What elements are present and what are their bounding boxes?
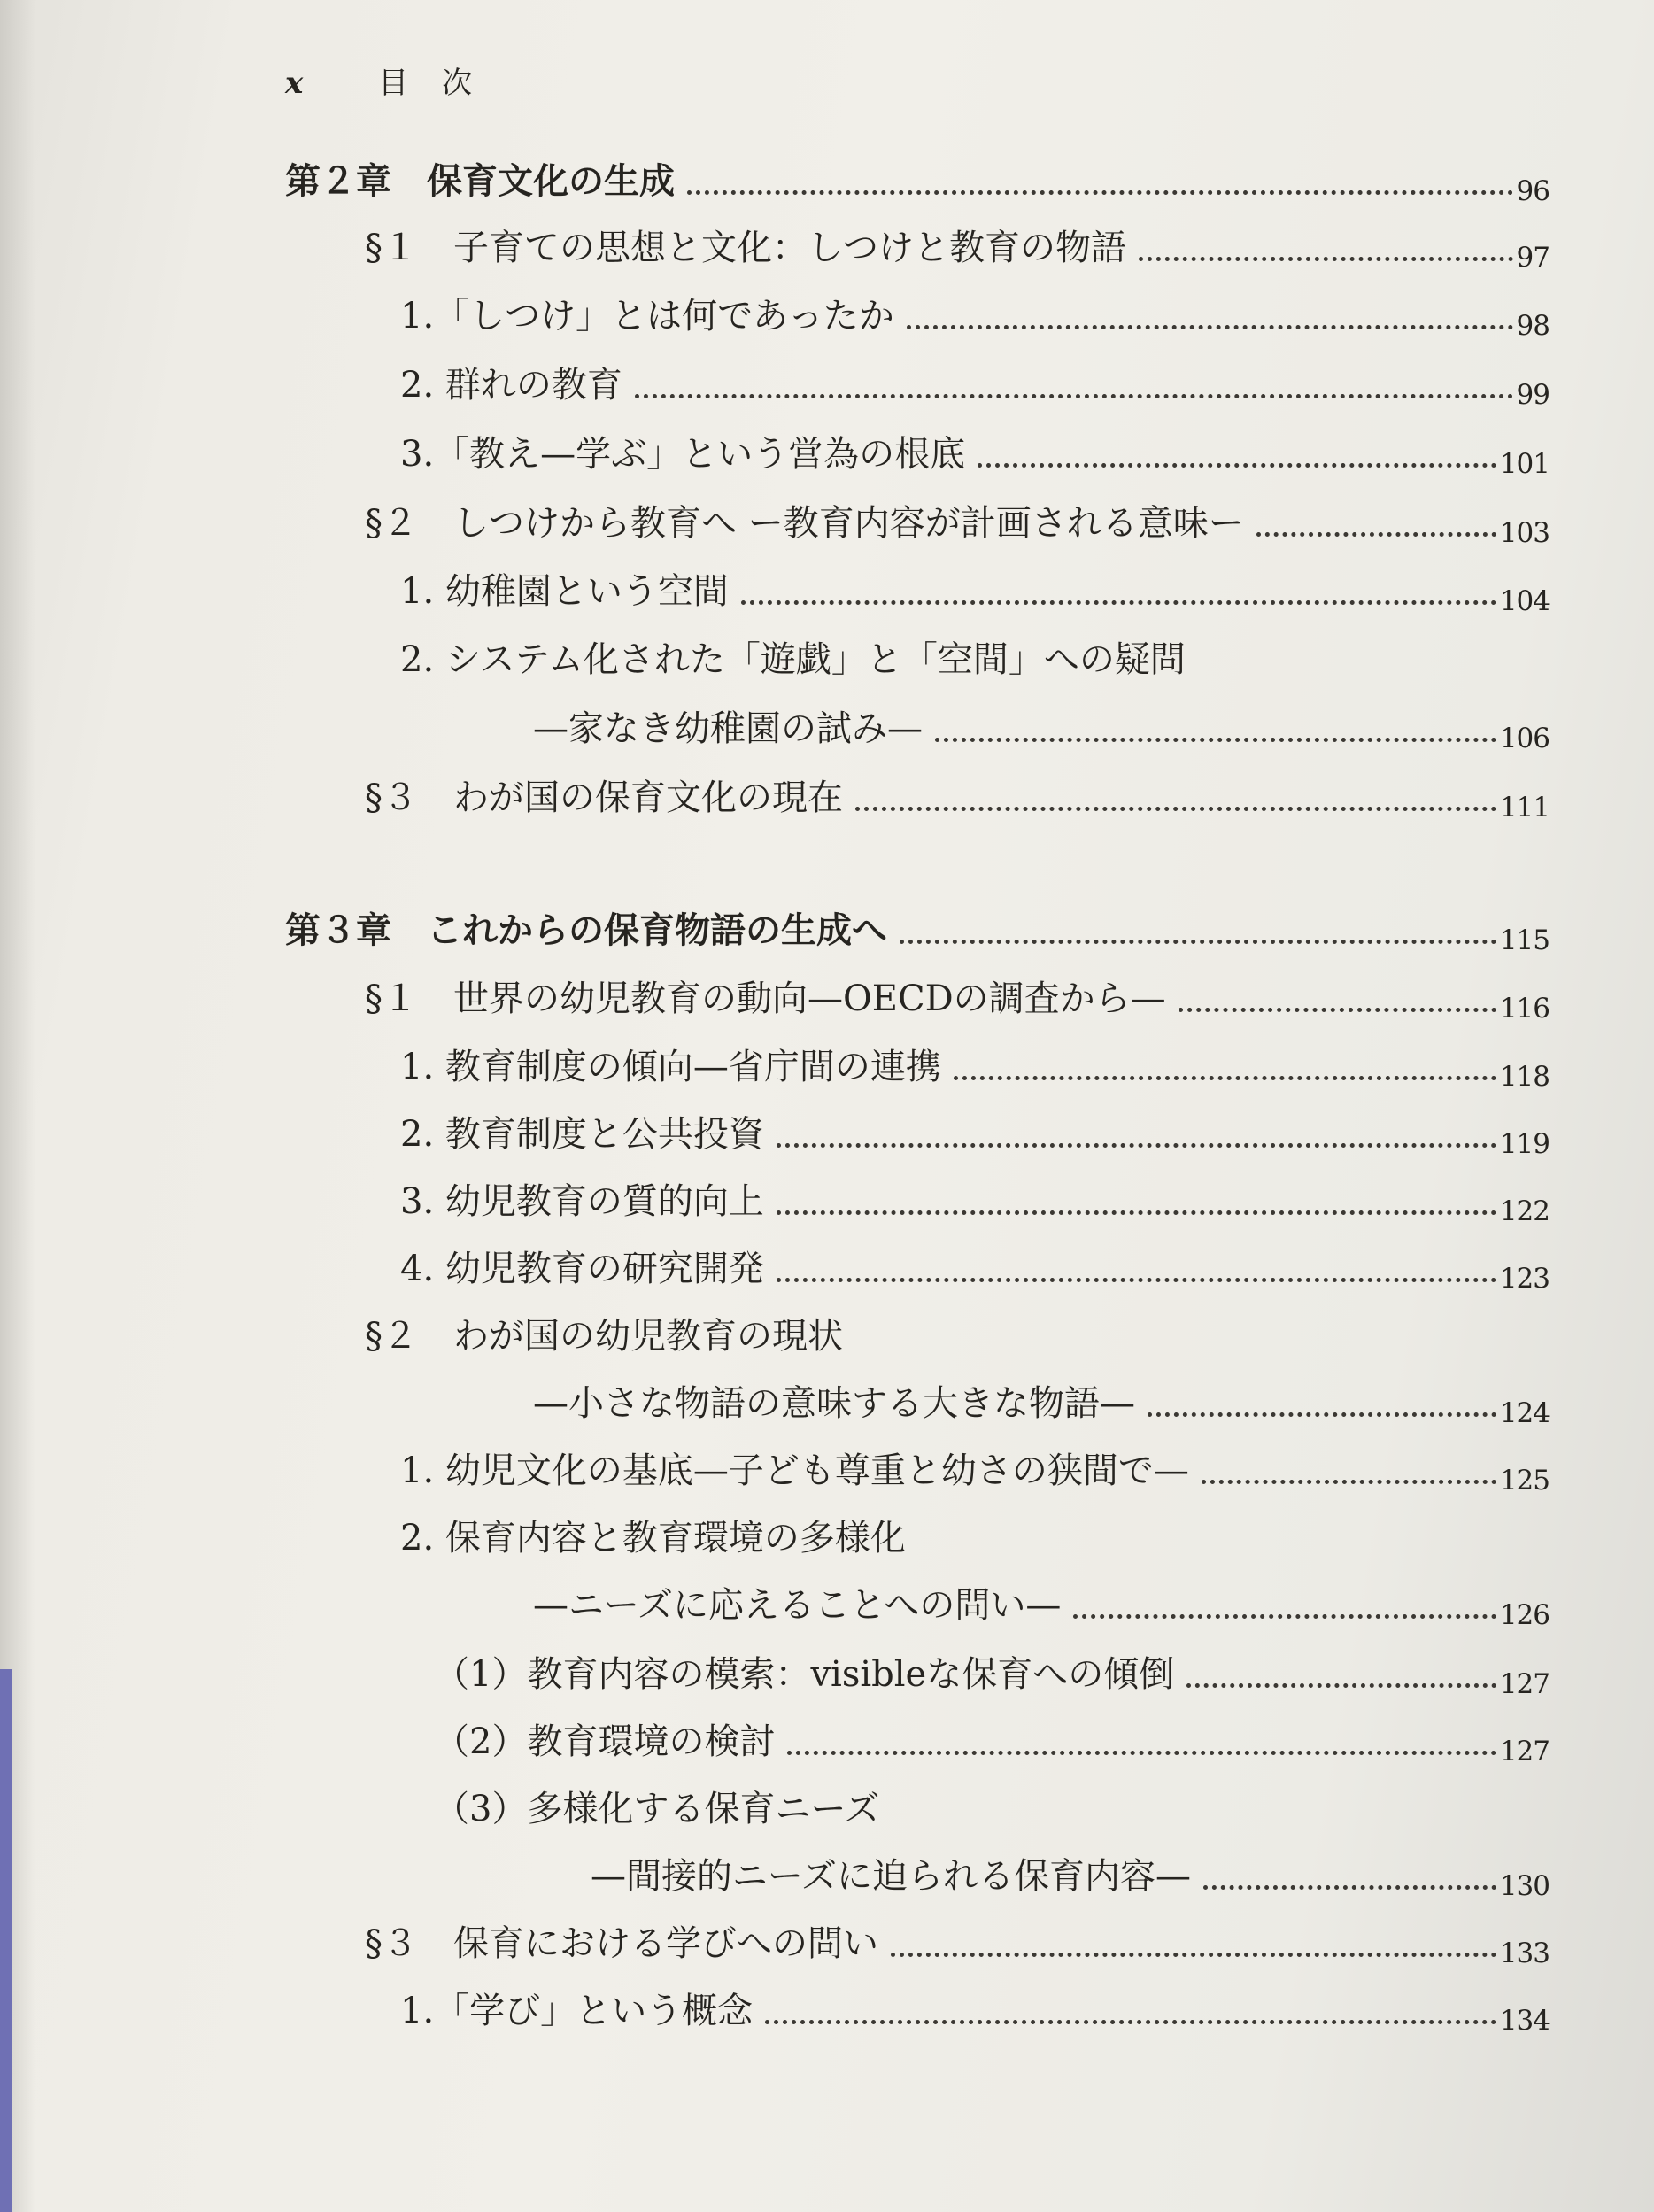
toc-leader (1148, 1412, 1496, 1417)
toc-label: 第２章 保育文化の生成 (285, 160, 675, 202)
toc-leader (907, 325, 1513, 329)
toc-label: 3.「教え—学ぶ」という営為の根底 (400, 434, 966, 475)
toc-page: 96 (1516, 175, 1550, 207)
toc-page: 122 (1499, 1195, 1550, 1227)
toc-subitem-entry (434, 1778, 1550, 1831)
toc-label: 1. 教育制度の傾向—省庁間の連携 (400, 1047, 941, 1087)
toc-label: 2. 群れの教育 (400, 365, 622, 406)
toc-subtitle-entry (591, 1845, 1550, 1902)
toc-leader (1203, 1885, 1496, 1890)
toc-label: §２ わが国の幼児教育の現状 (365, 1316, 843, 1357)
toc-label: 3. 幼児教育の質的向上 (400, 1181, 764, 1222)
toc-label: （3）多様化する保育ニーズ (434, 1789, 880, 1829)
toc-subtitle-entry (533, 1373, 1550, 1429)
toc-label: 2. 保育内容と教育環境の多様化 (400, 1518, 906, 1558)
toc-item-entry (400, 1440, 1550, 1497)
toc-leader (900, 940, 1496, 944)
toc-chapter-entry (285, 900, 1550, 956)
toc-leader (978, 463, 1496, 468)
toc-label: §２ しつけから教育へ ー教育内容が計画される意味ー (365, 503, 1244, 544)
toc-item-entry (400, 629, 1550, 682)
toc-section-entry (365, 1913, 1550, 1969)
toc-page: 134 (1499, 2005, 1550, 2037)
toc-page: 119 (1499, 1128, 1550, 1160)
toc-leader (891, 1953, 1496, 1957)
toc-item-entry (400, 1171, 1550, 1227)
toc-leader (1256, 532, 1496, 537)
toc-page: 103 (1499, 517, 1550, 549)
toc-leader (1186, 1683, 1496, 1688)
toc-page: 127 (1499, 1736, 1550, 1767)
toc-label: —間接的ニーズに迫られる保育内容— (591, 1856, 1191, 1897)
toc-label: §１ 子育ての思想と文化：しつけと教育の物語 (365, 228, 1126, 268)
toc-subitem-entry (434, 1711, 1550, 1767)
toc-label: 1. 幼児文化の基底—子ども尊重と幼さの狭間で— (400, 1450, 1189, 1491)
toc-label: §１ 世界の幼児教育の動向—OECDの調査から— (365, 978, 1166, 1019)
toc-label: 1.「学び」という概念 (400, 1991, 754, 2031)
toc-label: 2. 教育制度と公共投資 (400, 1114, 764, 1155)
toc-section-entry (365, 217, 1550, 274)
toc-page: 116 (1499, 993, 1550, 1025)
toc-item-entry (400, 561, 1550, 617)
toc-leader (741, 600, 1496, 605)
toc-leader (687, 190, 1513, 195)
page-number: x (285, 66, 305, 101)
toc-leader (765, 2020, 1496, 2024)
toc-label: 1.「しつけ」とは何であったか (400, 296, 894, 336)
toc-leader (777, 1143, 1496, 1148)
toc-item-entry (400, 285, 1550, 342)
toc-item-entry (400, 1036, 1550, 1093)
toc-leader (1179, 1008, 1496, 1012)
toc-section-entry (365, 1305, 1550, 1358)
toc-item-entry (400, 423, 1550, 480)
toc-subtitle-entry (533, 1574, 1550, 1631)
toc-page: 118 (1499, 1061, 1550, 1093)
toc-page: 98 (1516, 310, 1550, 342)
toc-item-entry (400, 1507, 1550, 1560)
toc-label: §３ 保育における学びへの問い (365, 1923, 878, 1964)
toc-item-entry (400, 354, 1550, 411)
toc-leader (635, 394, 1513, 398)
toc-section-entry (365, 492, 1550, 549)
toc-label: （1）教育内容の模索：visibleな保育への傾倒 (434, 1654, 1175, 1695)
toc-leader (1202, 1480, 1496, 1484)
toc-leader (1073, 1614, 1496, 1619)
toc-page: 99 (1516, 379, 1550, 411)
toc-page: 125 (1499, 1465, 1550, 1497)
toc-item-entry (400, 1103, 1550, 1160)
toc-leader (935, 738, 1496, 742)
toc-page: 104 (1499, 585, 1550, 617)
running-head (285, 58, 474, 102)
toc-section-entry (365, 968, 1550, 1025)
toc-subitem-entry (434, 1644, 1550, 1700)
toc-section-entry (365, 767, 1550, 824)
toc-page: 127 (1499, 1668, 1550, 1700)
toc-subtitle-entry (533, 698, 1550, 754)
toc-page: 101 (1499, 448, 1550, 480)
toc-page: 126 (1499, 1599, 1550, 1631)
toc-page: 133 (1499, 1937, 1550, 1969)
toc-page: 111 (1499, 792, 1550, 824)
toc-leader (777, 1278, 1496, 1282)
toc-page: 124 (1499, 1397, 1550, 1429)
toc-item-entry (400, 1980, 1550, 2037)
toc-item-entry (400, 1238, 1550, 1295)
toc-page: 123 (1499, 1263, 1550, 1295)
toc-label: 第３章 これからの保育物語の生成へ (285, 909, 887, 951)
toc-label: （2）教育環境の検討 (434, 1721, 776, 1762)
toc-page: 130 (1499, 1870, 1550, 1902)
toc-label: 2. システム化された「遊戯」と「空間」への疑問 (400, 639, 1186, 680)
toc-label: —小さな物語の意味する大きな物語— (533, 1383, 1135, 1424)
toc-page: 106 (1499, 723, 1550, 754)
toc-leader (1139, 257, 1513, 261)
toc-label: —家なき幼稚園の試み— (533, 708, 923, 749)
toc-chapter-entry (285, 151, 1550, 207)
blue-cover-edge (0, 1669, 12, 2212)
toc-page: 97 (1516, 242, 1550, 274)
toc-label: §３ わが国の保育文化の現在 (365, 777, 843, 818)
toc-label: —ニーズに応えることへの問い— (533, 1585, 1062, 1626)
toc-leader (787, 1751, 1496, 1755)
toc-leader (855, 807, 1496, 811)
running-title: 目 次 (378, 66, 475, 101)
toc-label: 4. 幼児教育の研究開発 (400, 1249, 764, 1289)
toc-label: 1. 幼稚園という空間 (400, 571, 729, 612)
toc-leader (777, 1210, 1496, 1215)
toc-page: 115 (1499, 924, 1550, 956)
toc-leader (954, 1076, 1496, 1080)
